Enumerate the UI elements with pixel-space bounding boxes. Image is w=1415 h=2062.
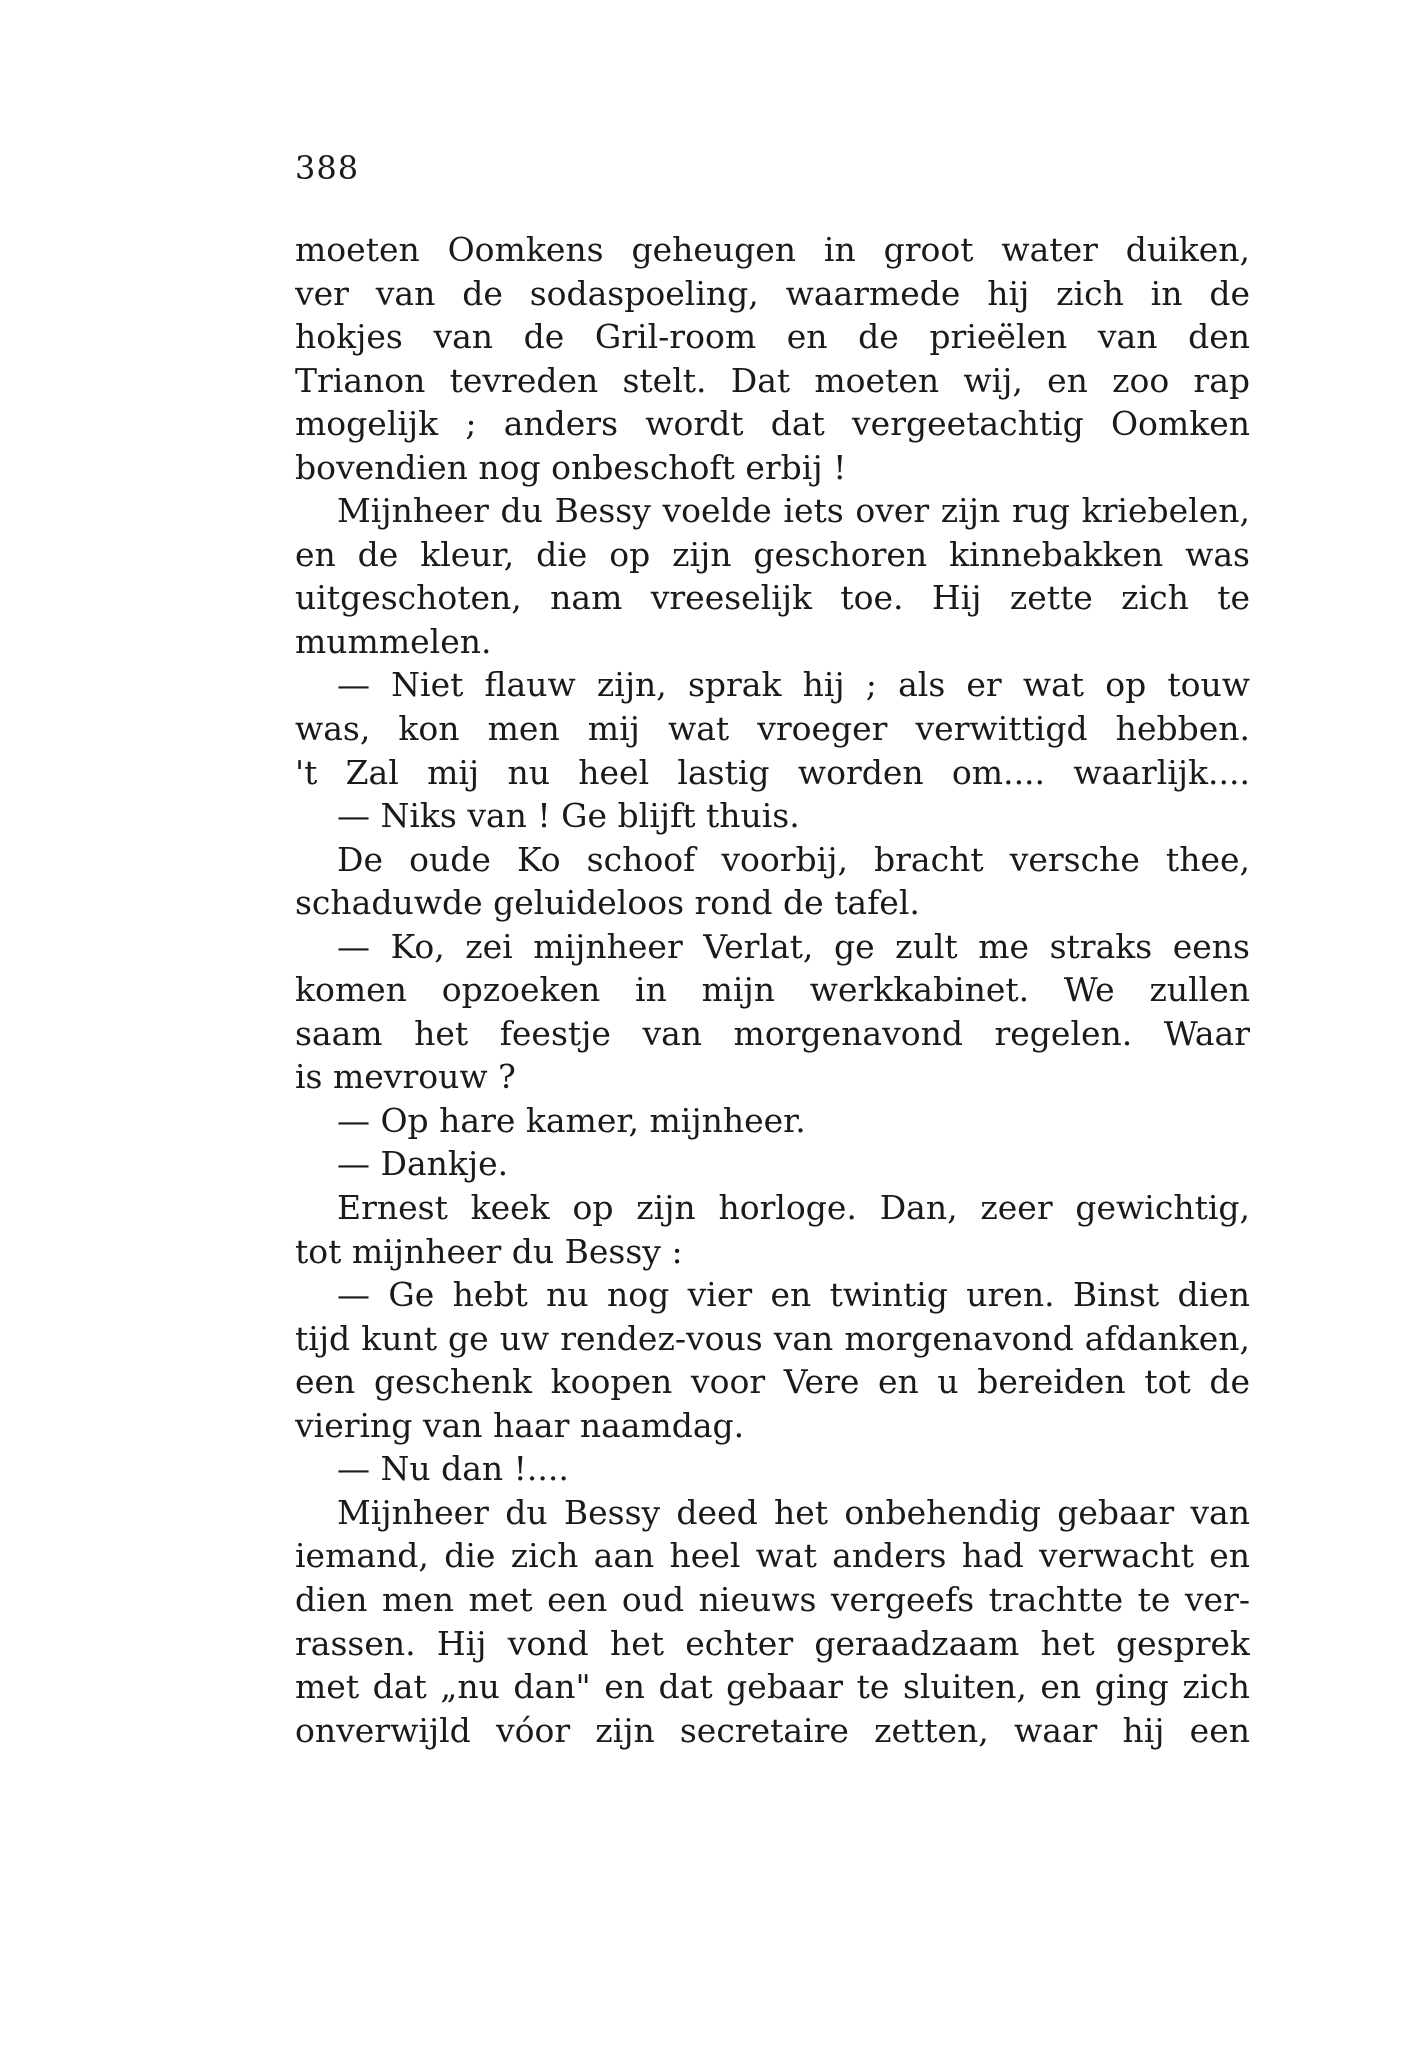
text-line: — Niks van ! Ge blijft thuis. xyxy=(337,796,800,836)
text-line: een geschenk koopen voor Vere en u bereiden tot de xyxy=(295,1362,1250,1402)
text-line: saam het feestje van morgenavond regelen. Waar xyxy=(295,1013,1250,1053)
text-line: De oude Ko schoof voorbij, bracht versche thee, xyxy=(337,839,1250,879)
text-line: uitgeschoten, nam vreeselijk toe. Hij zette zich te xyxy=(295,578,1250,618)
text-line: iemand, die zich aan heel wat anders had verwacht en xyxy=(295,1536,1250,1576)
text-line: mummelen. xyxy=(295,621,492,661)
text-line: — Op hare kamer, mijnheer. xyxy=(337,1100,806,1140)
text-line: komen opzoeken in mijn werkkabinet. We zullen xyxy=(295,970,1250,1010)
text-line: — Ko, zei mijnheer Verlat, ge zult me straks eens xyxy=(337,926,1250,966)
text-line: ver van de sodaspoeling, waarmede hij zich in de xyxy=(295,273,1250,313)
text-line: dien men met een oud nieuws vergeefs trachtte te ver- xyxy=(295,1579,1250,1619)
page-number: 388 xyxy=(295,149,360,187)
text-line: — Dankje. xyxy=(337,1144,509,1184)
text-line: — Ge hebt nu nog vier en twintig uren. Binst dien xyxy=(337,1275,1250,1315)
text-line: onverwijld vóor zijn secretaire zetten, waar hij een xyxy=(295,1710,1250,1750)
text-line: Mijnheer du Bessy voelde iets over zijn rug kriebelen, xyxy=(337,491,1250,531)
text-line: hokjes van de Gril-room en de prieëlen van den xyxy=(295,317,1250,357)
text-line: moeten Oomkens geheugen in groot water duiken, xyxy=(295,230,1250,269)
text-line: Ernest keek op zijn horloge. Dan, zeer gewichtig, xyxy=(337,1188,1250,1228)
text-line: rassen. Hij vond het echter geraadzaam het gesprek xyxy=(295,1623,1250,1663)
text-line: schaduwde geluideloos rond de tafel. xyxy=(295,883,920,923)
text-line: — Nu dan !.... xyxy=(337,1449,569,1489)
text-line: was, kon men mij wat vroeger verwittigd hebben. xyxy=(295,709,1250,749)
text-line: — Niet flauw zijn, sprak hij ; als er wat op touw xyxy=(337,665,1250,705)
body-text xyxy=(295,228,1250,1752)
text-line: is mevrouw ? xyxy=(295,1057,516,1097)
text-line: viering van haar naamdag. xyxy=(295,1405,745,1445)
text-line: tot mijnheer du Bessy : xyxy=(295,1231,683,1271)
text-line: met dat „nu dan" en dat gebaar te sluiten, en ging zich xyxy=(295,1667,1250,1707)
text-line: bovendien nog onbeschoft erbij ! xyxy=(295,447,847,487)
text-line: mogelijk ; anders wordt dat vergeetachtig Oomken xyxy=(295,404,1250,444)
text-line: tijd kunt ge uw rendez-vous van morgenavond afdanken, xyxy=(295,1318,1250,1358)
text-line: Mijnheer du Bessy deed het onbehendig gebaar van xyxy=(337,1492,1250,1532)
text-line: 't Zal mij nu heel lastig worden om.... waarlijk.... xyxy=(295,752,1250,792)
text-line: Trianon tevreden stelt. Dat moeten wij, en zoo rap xyxy=(295,360,1250,400)
text-line: en de kleur, die op zijn geschoren kinnebakken was xyxy=(295,534,1250,574)
